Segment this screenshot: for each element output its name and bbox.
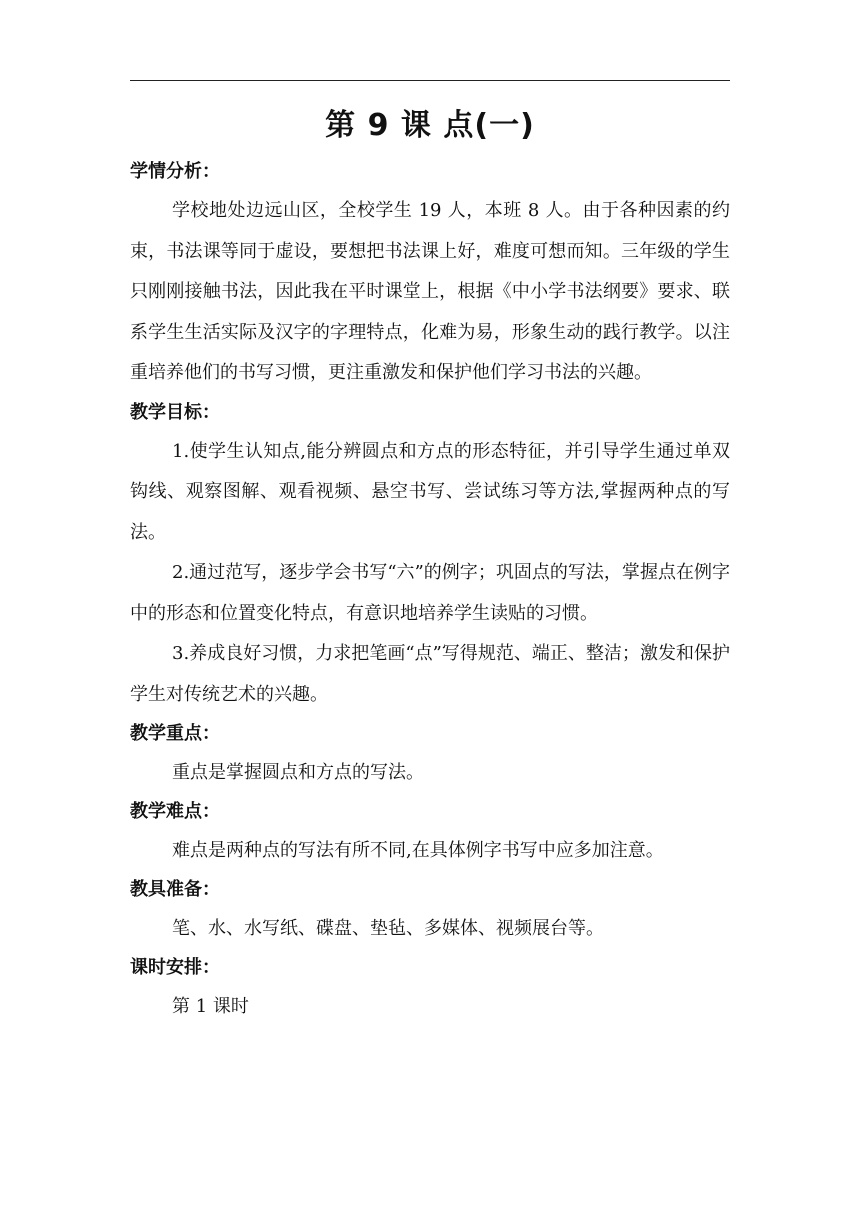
section-heading: 课时安排： bbox=[130, 957, 220, 978]
section-paragraph: 3.养成良好习惯，力求把笔画“点”写得规范、端正、整洁；激发和保护学生对传统艺术的兴趣。 bbox=[130, 643, 730, 705]
section-paragraph: 笔、水、水写纸、碟盘、垫毡、多媒体、视频展台等。 bbox=[172, 918, 604, 939]
section-heading: 教学难点： bbox=[130, 801, 220, 822]
section-paragraph: 重点是掌握圆点和方点的写法。 bbox=[172, 762, 424, 783]
section-heading: 教学目标： bbox=[130, 401, 220, 423]
section-student-analysis bbox=[130, 153, 730, 394]
section-teaching-goals bbox=[130, 394, 730, 716]
section-paragraph: 第 1 课时 bbox=[172, 996, 249, 1017]
section-paragraph: 2.通过范写，逐步学会书写“六”的例字；巩固点的写法，掌握点在例字中的形态和位置变化特点，有意识地培养学生读贴的习惯。 bbox=[130, 562, 730, 624]
section-paragraph: 学校地处边远山区，全校学生 19 人，本班 8 人。由于各种因素的约束，书法课等同于虚设，要想把书法课上好，难度可想而知。三年级的学生只刚刚接触书法，因此我在平时课堂上，根据《中小学书法纲要》要求、联系学生生活实际及汉字的字理特点，化难为易，形象生动的践行教学。以注重培养他们的书写习惯，更注重激发和保护他们学习书法的兴趣。 bbox=[130, 200, 730, 383]
section-paragraph: 1.使学生认知点,能分辨圆点和方点的形态特征，并引导学生通过单双钩线、观察图解、观看视频、悬空书写、尝试练习等方法,掌握两种点的写法。 bbox=[130, 440, 730, 543]
document-body bbox=[130, 153, 730, 1027]
section-heading: 教学重点： bbox=[130, 723, 220, 744]
header-rule bbox=[130, 80, 730, 81]
section-key-points bbox=[130, 715, 730, 793]
section-schedule bbox=[130, 949, 730, 1027]
lesson-title: 第 9 课 点(一) bbox=[325, 108, 535, 143]
section-heading: 教具准备： bbox=[130, 879, 220, 900]
section-heading: 学情分析： bbox=[130, 161, 220, 182]
section-paragraph: 难点是两种点的写法有所不同,在具体例字书写中应多加注意。 bbox=[172, 840, 664, 861]
section-teaching-aids bbox=[130, 871, 730, 949]
section-difficulties bbox=[130, 793, 730, 871]
